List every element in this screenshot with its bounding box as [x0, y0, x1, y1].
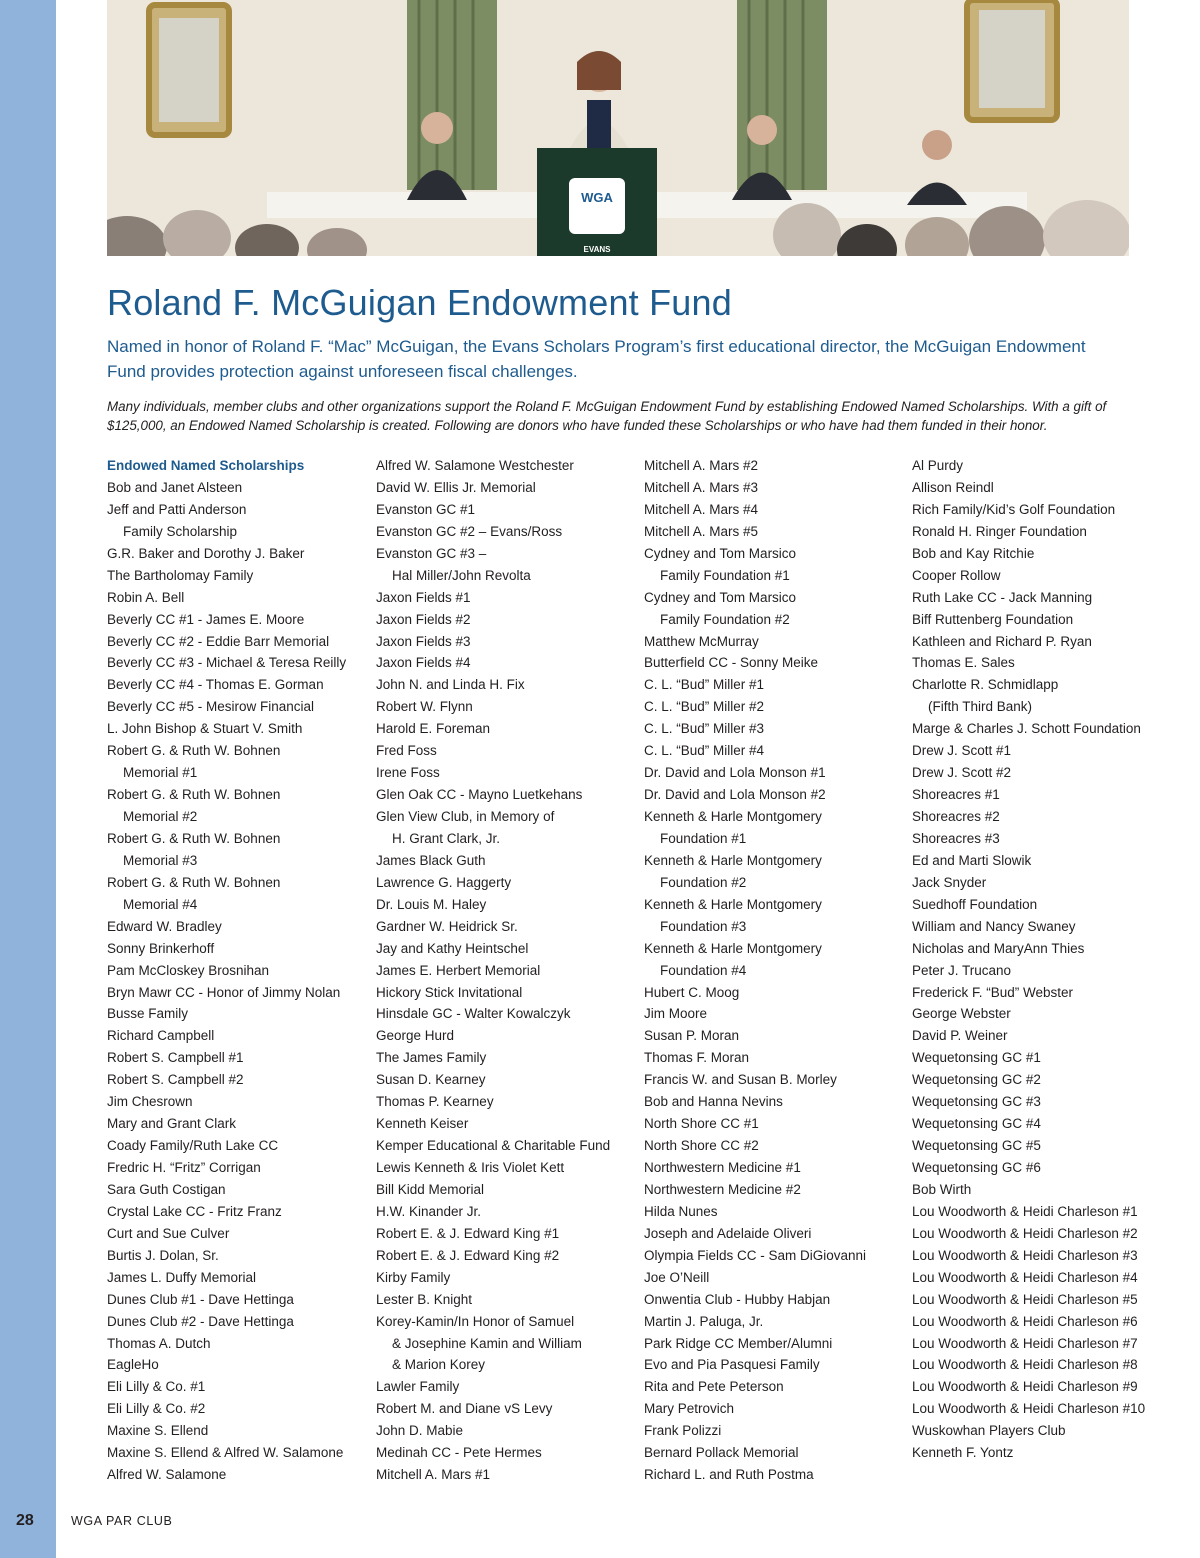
- donor-entry: Thomas F. Moran: [644, 1050, 750, 1066]
- donor-entry: Mitchell A. Mars #5: [644, 523, 759, 539]
- donor-entry: Family Foundation #2: [660, 611, 790, 627]
- donor-entry: John N. and Linda H. Fix: [376, 677, 525, 693]
- donor-entry: Nicholas and MaryAnn Thies: [912, 940, 1085, 956]
- donor-entry: Mitchell A. Mars #1: [376, 1467, 491, 1483]
- donor-entry: Memorial #4: [123, 896, 198, 912]
- donor-entry: C. L. “Bud” Miller #2: [644, 699, 765, 715]
- donor-entry: Wequetonsing GC #2: [912, 1072, 1041, 1088]
- donor-entry: Mitchell A. Mars #4: [644, 501, 759, 517]
- donor-entry: L. John Bishop & Stuart V. Smith: [107, 721, 303, 737]
- donor-entry: Korey-Kamin/In Honor of Samuel: [376, 1313, 575, 1329]
- donor-entry: Lou Woodworth & Heidi Charleson #5: [912, 1291, 1138, 1307]
- donor-entry: Hal Miller/John Revolta: [392, 567, 531, 583]
- donor-entry: William and Nancy Swaney: [912, 918, 1076, 934]
- donor-entry: Charlotte R. Schmidlapp: [912, 677, 1059, 693]
- donor-entry: Wequetonsing GC #4: [912, 1116, 1041, 1132]
- donor-entry: James E. Herbert Memorial: [376, 962, 541, 978]
- donor-entry: Robert E. & J. Edward King #2: [376, 1247, 560, 1263]
- donor-entry: Park Ridge CC Member/Alumni: [644, 1335, 833, 1351]
- donor-entry: Peter J. Trucano: [912, 962, 1012, 978]
- donor-entry: Gardner W. Heidrick Sr.: [376, 918, 518, 934]
- donor-entry: Evanston GC #1: [376, 501, 476, 517]
- donor-entry: Dr. David and Lola Monson #1: [644, 765, 826, 781]
- donor-column-2: [376, 455, 610, 1486]
- donor-entry: Alfred W. Salamone: [107, 1467, 227, 1483]
- donor-entry: Jaxon Fields #3: [376, 633, 471, 649]
- donor-entry: Lou Woodworth & Heidi Charleson #1: [912, 1203, 1138, 1219]
- section-heading: Endowed Named Scholarships: [107, 458, 305, 473]
- donor-entry: Curt and Sue Culver: [107, 1225, 230, 1241]
- donor-entry: Suedhoff Foundation: [912, 896, 1038, 912]
- donor-entry: & Josephine Kamin and William: [392, 1335, 582, 1351]
- donor-entry: George Hurd: [376, 1028, 455, 1044]
- donor-entry: Lewis Kenneth & Iris Violet Kett: [376, 1160, 565, 1175]
- donor-entry: Robert G. & Ruth W. Bohnen: [107, 743, 281, 759]
- donor-entry: George Webster: [912, 1006, 1011, 1022]
- donor-entry: Irene Foss: [376, 765, 440, 781]
- donor-entry: Dunes Club #2 - Dave Hettinga: [107, 1313, 294, 1329]
- donor-entry: Robert E. & J. Edward King #1: [376, 1225, 560, 1241]
- donor-entry: Lawrence G. Haggerty: [376, 874, 512, 890]
- donor-entry: Beverly CC #4 - Thomas E. Gorman: [107, 677, 324, 693]
- donor-entry: Richard L. and Ruth Postma: [644, 1467, 814, 1483]
- donor-entry: Butterfield CC - Sonny Meike: [644, 655, 819, 671]
- donor-entry: Mary and Grant Clark: [107, 1116, 237, 1132]
- donor-entry: Lou Woodworth & Heidi Charleson #2: [912, 1225, 1138, 1241]
- donor-entry: Family Scholarship: [123, 523, 238, 539]
- donor-entry: Beverly CC #5 - Mesirow Financial: [107, 699, 315, 715]
- donor-entry: Robin A. Bell: [107, 589, 185, 605]
- donor-entry: C. L. “Bud” Miller #3: [644, 721, 765, 737]
- donor-entry: Robert G. & Ruth W. Bohnen: [107, 787, 281, 803]
- donor-entry: Crystal Lake CC - Fritz Franz: [107, 1203, 282, 1219]
- donor-entry: Cooper Rollow: [912, 567, 1001, 583]
- donor-entry: Joe O’Neill: [644, 1269, 710, 1285]
- donor-entry: North Shore CC #1: [644, 1116, 759, 1132]
- donor-entry: Fredric H. “Fritz” Corrigan: [107, 1160, 261, 1175]
- donor-entry: Rita and Pete Peterson: [644, 1379, 784, 1395]
- donor-entry: Cydney and Tom Marsico: [644, 589, 797, 605]
- donor-entry: Lester B. Knight: [376, 1291, 473, 1307]
- donor-entry: Coady Family/Ruth Lake CC: [107, 1138, 279, 1154]
- donor-entry: Foundation #4: [660, 962, 747, 978]
- donor-entry: Memorial #3: [123, 852, 198, 868]
- donor-entry: Frederick F. “Bud” Webster: [912, 984, 1074, 1000]
- donor-entry: Lou Woodworth & Heidi Charleson #3: [912, 1247, 1138, 1263]
- donor-entry: Hubert C. Moog: [644, 984, 740, 1000]
- donor-entry: Foundation #2: [660, 874, 747, 890]
- donor-entry: The James Family: [376, 1050, 487, 1066]
- donor-entry: Kenneth & Harle Montgomery: [644, 940, 822, 956]
- donor-entry: Hinsdale GC - Walter Kowalczyk: [376, 1006, 571, 1022]
- donor-entry: Robert G. & Ruth W. Bohnen: [107, 874, 281, 890]
- donor-entry: H.W. Kinander Jr.: [376, 1203, 482, 1219]
- donor-entry: EagleHo: [107, 1357, 159, 1373]
- donor-entry: C. L. “Bud” Miller #4: [644, 743, 765, 759]
- donor-entry: Evanston GC #3 –: [376, 545, 487, 561]
- podium-label: EVANS: [583, 245, 611, 254]
- podium-logo-text: WGA: [581, 190, 613, 205]
- donor-entry: Sonny Brinkerhoff: [107, 940, 215, 956]
- donor-entry: Allison Reindl: [912, 479, 994, 495]
- donor-entry: Cydney and Tom Marsico: [644, 545, 797, 561]
- donor-entry: C. L. “Bud” Miller #1: [644, 677, 765, 693]
- page-subtitle: Named in honor of Roland F. “Mac” McGuigan, the Evans Scholars Program’s first educational director, the McGuigan Endowment Fund provides protection against unforeseen fiscal challenges.: [107, 337, 1086, 381]
- donor-entry: Glen Oak CC - Mayno Luetkehans: [376, 787, 583, 803]
- donor-entry: Thomas A. Dutch: [107, 1335, 211, 1351]
- donor-entry: Kenneth Keiser: [376, 1116, 469, 1132]
- donor-entry: Busse Family: [107, 1006, 189, 1022]
- donor-entry: (Fifth Third Bank): [928, 699, 1033, 715]
- donor-entry: Olympia Fields CC - Sam DiGiovanni: [644, 1247, 867, 1263]
- donor-entry: Fred Foss: [376, 743, 437, 759]
- donor-column-3: [644, 455, 866, 1486]
- donor-column-1: [107, 455, 346, 1486]
- donor-entry: Jaxon Fields #2: [376, 611, 471, 627]
- donor-entry: Ed and Marti Slowik: [912, 852, 1032, 868]
- donor-entry: Jim Moore: [644, 1006, 708, 1022]
- donor-entry: Shoreacres #3: [912, 830, 1000, 846]
- donor-entry: David P. Weiner: [912, 1028, 1008, 1044]
- donor-entry: Bob and Kay Ritchie: [912, 545, 1035, 561]
- donor-entry: Francis W. and Susan B. Morley: [644, 1072, 837, 1088]
- donor-entry: Maxine S. Ellend & Alfred W. Salamone: [107, 1445, 344, 1461]
- donor-entry: Jim Chesrown: [107, 1094, 193, 1110]
- donor-entry: Evanston GC #2 – Evans/Ross: [376, 523, 563, 539]
- donor-entry: David W. Ellis Jr. Memorial: [376, 479, 536, 495]
- donor-entry: Maxine S. Ellend: [107, 1423, 209, 1439]
- donor-entry: Kemper Educational & Charitable Fund: [376, 1138, 611, 1154]
- donor-entry: James Black Guth: [376, 852, 486, 868]
- donor-entry: Shoreacres #1: [912, 787, 1000, 803]
- donor-entry: Foundation #3: [660, 918, 747, 934]
- donor-entry: Dunes Club #1 - Dave Hettinga: [107, 1291, 294, 1307]
- donor-entry: & Marion Korey: [392, 1357, 486, 1373]
- donor-entry: Edward W. Bradley: [107, 918, 222, 934]
- donor-entry: Lou Woodworth & Heidi Charleson #9: [912, 1379, 1138, 1395]
- donor-entry: Bryn Mawr CC - Honor of Jimmy Nolan: [107, 984, 341, 1000]
- donor-entry: Kenneth & Harle Montgomery: [644, 852, 822, 868]
- donor-entry: Dr. Louis M. Haley: [376, 896, 487, 912]
- donor-entry: Burtis J. Dolan, Sr.: [107, 1247, 219, 1263]
- intro-paragraph: Many individuals, member clubs and other organizations support the Roland F. McGuigan Endowment Fund by establishing Endowed Named Scholarships. With a gift of $125,000, an Endowed Named Scholarship is created. Following are donors who have funded these Scholarships or who have had them funded in their honor.: [107, 399, 1107, 433]
- donor-entry: Ronald H. Ringer Foundation: [912, 523, 1087, 539]
- donor-entry: Hickory Stick Invitational: [376, 984, 523, 1000]
- donor-entry: Mary Petrovich: [644, 1401, 735, 1417]
- left-color-bar: [0, 0, 56, 1558]
- donor-entry: Jay and Kathy Heintschel: [376, 940, 529, 956]
- donor-entry: Jack Snyder: [912, 874, 987, 890]
- donor-entry: G.R. Baker and Dorothy J. Baker: [107, 545, 305, 561]
- donor-entry: Bill Kidd Memorial: [376, 1181, 485, 1197]
- donor-entry: Lawler Family: [376, 1379, 460, 1395]
- donor-entry: Robert W. Flynn: [376, 699, 473, 715]
- donor-entry: Family Foundation #1: [660, 567, 790, 583]
- donor-entry: Martin J. Paluga, Jr.: [644, 1313, 764, 1329]
- donor-entry: Richard Campbell: [107, 1028, 215, 1044]
- donor-entry: Wequetonsing GC #1: [912, 1050, 1041, 1066]
- donor-entry: Marge & Charles J. Schott Foundation: [912, 721, 1141, 737]
- donor-entry: Lou Woodworth & Heidi Charleson #10: [912, 1401, 1146, 1417]
- donor-entry: Rich Family/Kid’s Golf Foundation: [912, 501, 1116, 517]
- donor-entry: Wuskowhan Players Club: [912, 1423, 1066, 1439]
- donor-entry: Mitchell A. Mars #3: [644, 479, 759, 495]
- donor-entry: Beverly CC #1 - James E. Moore: [107, 611, 305, 627]
- donor-entry: Lou Woodworth & Heidi Charleson #7: [912, 1335, 1138, 1351]
- banquet-photo: [107, 0, 1129, 256]
- donor-entry: Biff Ruttenberg Foundation: [912, 611, 1074, 627]
- donor-entry: Memorial #2: [123, 809, 198, 824]
- donor-entry: Lou Woodworth & Heidi Charleson #4: [912, 1269, 1138, 1285]
- donor-entry: Bernard Pollack Memorial: [644, 1445, 799, 1461]
- donor-entry: Drew J. Scott #2: [912, 765, 1012, 781]
- donor-entry: Pam McCloskey Brosnihan: [107, 962, 270, 978]
- donor-entry: Thomas E. Sales: [912, 655, 1015, 671]
- donor-entry: Foundation #1: [660, 830, 747, 846]
- donor-entry: Mitchell A. Mars #2: [644, 458, 759, 473]
- donor-entry: Memorial #1: [123, 765, 198, 781]
- donor-entry: Susan P. Moran: [644, 1028, 740, 1044]
- donor-entry: James L. Duffy Memorial: [107, 1269, 257, 1285]
- donor-entry: Sara Guth Costigan: [107, 1181, 226, 1197]
- donor-entry: Lou Woodworth & Heidi Charleson #8: [912, 1357, 1138, 1373]
- donor-entry: Shoreacres #2: [912, 809, 1000, 824]
- donor-entry: Evo and Pia Pasquesi Family: [644, 1357, 820, 1373]
- donor-entry: Hilda Nunes: [644, 1203, 718, 1219]
- donor-entry: Eli Lilly & Co. #1: [107, 1379, 206, 1395]
- donor-entry: H. Grant Clark, Jr.: [392, 830, 501, 846]
- donor-entry: Matthew McMurray: [644, 633, 759, 649]
- donor-entry: Beverly CC #3 - Michael & Teresa Reilly: [107, 655, 347, 671]
- donor-entry: Drew J. Scott #1: [912, 743, 1012, 759]
- donor-entry: Bob Wirth: [912, 1181, 972, 1197]
- donor-entry: Robert M. and Diane vS Levy: [376, 1401, 553, 1417]
- donor-entry: Glen View Club, in Memory of: [376, 809, 555, 824]
- donor-entry: The Bartholomay Family: [107, 567, 254, 583]
- donor-entry: Wequetonsing GC #6: [912, 1160, 1041, 1175]
- donor-entry: Frank Polizzi: [644, 1423, 722, 1439]
- donor-entry: Joseph and Adelaide Oliveri: [644, 1225, 812, 1241]
- donor-entry: Dr. David and Lola Monson #2: [644, 787, 826, 803]
- donor-entry: Jaxon Fields #4: [376, 655, 471, 671]
- donor-entry: Kenneth F. Yontz: [912, 1445, 1014, 1461]
- donor-entry: Kenneth & Harle Montgomery: [644, 809, 822, 824]
- donor-entry: Bob and Hanna Nevins: [644, 1094, 783, 1110]
- donor-entry: Robert S. Campbell #1: [107, 1050, 244, 1066]
- donor-column-4: [912, 455, 1145, 1464]
- donor-entry: Wequetonsing GC #3: [912, 1094, 1041, 1110]
- donor-entry: Medinah CC - Pete Hermes: [376, 1445, 542, 1461]
- donor-entry: Northwestern Medicine #2: [644, 1181, 801, 1197]
- donor-entry: Susan D. Kearney: [376, 1072, 486, 1088]
- donor-entry: Lou Woodworth & Heidi Charleson #6: [912, 1313, 1138, 1329]
- donor-entry: North Shore CC #2: [644, 1138, 759, 1154]
- donor-entry: Alfred W. Salamone Westchester: [376, 458, 574, 473]
- donor-entry: Onwentia Club - Hubby Habjan: [644, 1291, 831, 1307]
- donor-entry: Al Purdy: [912, 458, 964, 473]
- donor-entry: Robert G. & Ruth W. Bohnen: [107, 830, 281, 846]
- donor-entry: John D. Mabie: [376, 1423, 464, 1439]
- donor-entry: Thomas P. Kearney: [376, 1094, 494, 1110]
- donor-entry: Jaxon Fields #1: [376, 589, 471, 605]
- donor-entry: Northwestern Medicine #1: [644, 1160, 801, 1175]
- donor-entry: Eli Lilly & Co. #2: [107, 1401, 206, 1417]
- donor-entry: Robert S. Campbell #2: [107, 1072, 244, 1088]
- donor-entry: Ruth Lake CC - Jack Manning: [912, 589, 1093, 605]
- donor-entry: Jeff and Patti Anderson: [107, 501, 247, 517]
- donor-entry: Harold E. Foreman: [376, 721, 491, 737]
- donor-entry: Beverly CC #2 - Eddie Barr Memorial: [107, 633, 330, 649]
- page-number: 28: [16, 1512, 34, 1529]
- donor-entry: Wequetonsing GC #5: [912, 1138, 1041, 1154]
- page-title: Roland F. McGuigan Endowment Fund: [107, 282, 732, 323]
- publication-name: WGA PAR CLUB: [71, 1514, 173, 1528]
- donor-entry: Kenneth & Harle Montgomery: [644, 896, 822, 912]
- donor-entry: Kirby Family: [376, 1269, 451, 1285]
- donor-entry: Bob and Janet Alsteen: [107, 479, 243, 495]
- donor-entry: Kathleen and Richard P. Ryan: [912, 633, 1092, 649]
